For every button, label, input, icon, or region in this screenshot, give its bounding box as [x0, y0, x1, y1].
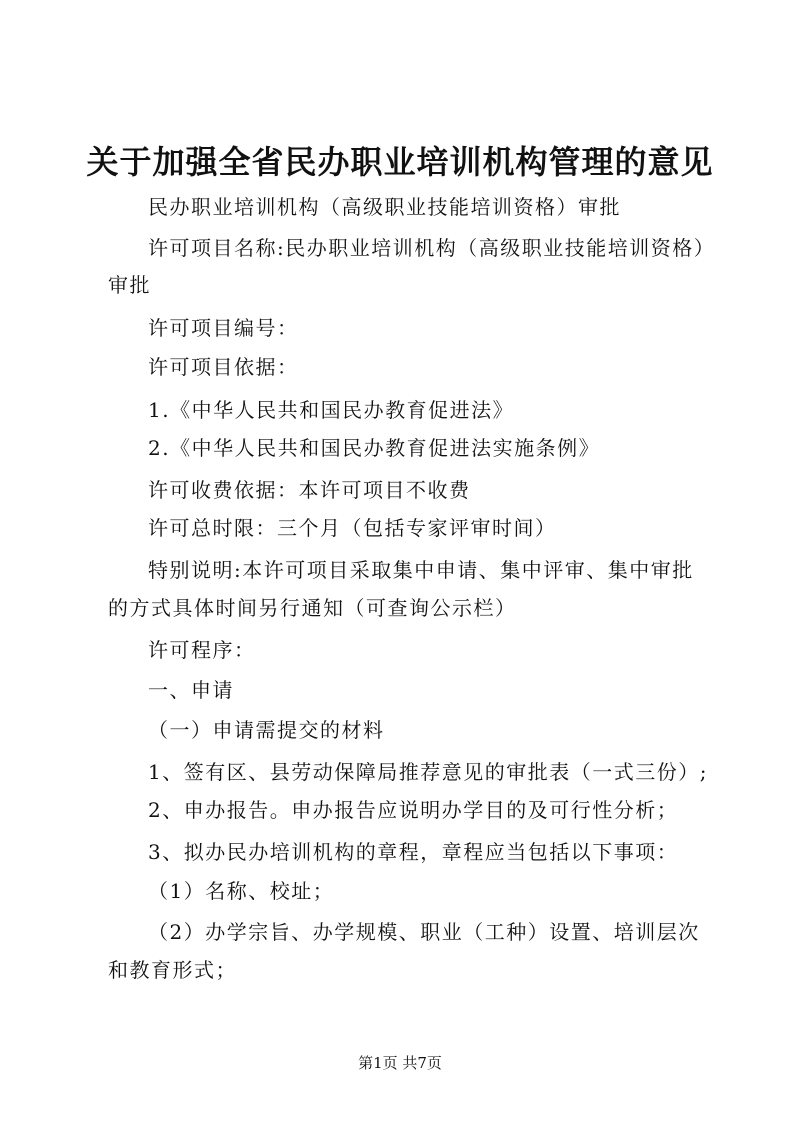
paragraph-line: 许可程序：: [148, 638, 256, 662]
paragraph-line: （1）名称、校址；: [148, 879, 335, 903]
paragraph-line: 许可项目依据：: [148, 355, 299, 379]
paragraph-line: 许可项目编号：: [148, 316, 299, 340]
paragraph-line: （一）申请需提交的材料: [148, 718, 385, 742]
paragraph-line: 和教育形式；: [108, 958, 237, 982]
paragraph-line: 民办职业培训机构（高级职业技能培训资格）审批: [148, 195, 621, 219]
paragraph-line: 特别说明:本许可项目采取集中申请、集中评审、集中审批: [148, 558, 694, 582]
paragraph-line: 的方式具体时间另行通知（可查询公示栏）: [108, 596, 517, 620]
document-title: 关于加强全省民办职业培训机构管理的意见: [86, 143, 714, 181]
paragraph-line: 2.《中华人民共和国民办教育促进法实施条例》: [148, 436, 601, 460]
paragraph-line: 3、拟办民办培训机构的章程，章程应当包括以下事项：: [148, 840, 679, 864]
paragraph-line: 审批: [108, 273, 151, 297]
page-number-footer: 第1页 共7页: [358, 1054, 442, 1072]
paragraph-line: 1、签有区、县劳动保障局推荐意见的审批表（一式三份）;: [148, 760, 708, 784]
paragraph-line: 1.《中华人民共和国民办教育促进法》: [148, 398, 515, 422]
paragraph-line: 许可总时限：三个月（包括专家评审时间）: [148, 516, 557, 540]
paragraph-line: 2、申办报告。申办报告应说明办学目的及可行性分析；: [148, 798, 679, 822]
paragraph-line: 一、申请: [148, 678, 234, 702]
paragraph-line: 许可收费依据：本许可项目不收费: [148, 478, 471, 502]
paragraph-line: （2）办学宗旨、办学规模、职业（工种）设置、培训层次: [148, 920, 700, 944]
paragraph-line: 许可项目名称:民办职业培训机构（高级职业技能培训资格）: [148, 236, 716, 260]
